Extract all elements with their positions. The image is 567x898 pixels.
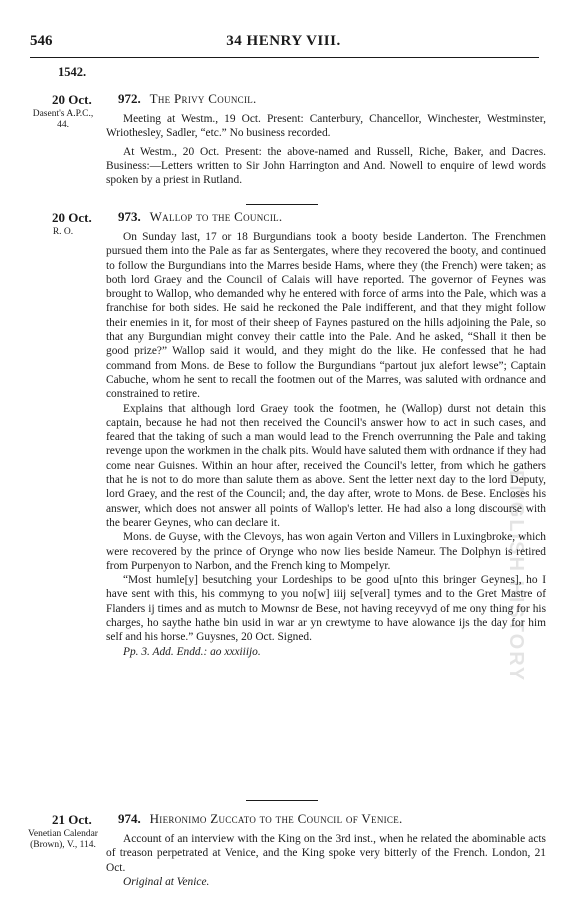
paragraph: “Most humle[y] besutching your Lordeships to be good u[nto this bringer Geynes], ho I have sent with this, his commyng to you no[w] iiij se[veral] tymes and to the Gret Mastre of Flanders ij times and as mutch to Mownsr de Bese, not having receyvyd of me ony thing for his charges, ho saythe hathe bin usid in war ar yn crewtyme to have alowance ijs the day for him self and his horse.” Guysnes, 20 Oct. Signed.	[106, 574, 546, 644]
entry-number: 972.	[118, 91, 141, 106]
paragraph: Original at Venice.	[123, 875, 210, 888]
running-title: 34 HENRY VIII.	[226, 33, 341, 49]
entry-body	[118, 92, 546, 107]
page-number: 546	[30, 33, 53, 49]
watermark: ENGLISH HISTORY	[505, 470, 527, 683]
entry-source: Venetian Calendar (Brown), V., 114.	[28, 829, 98, 850]
paragraph: Explains that although lord Graey took the footmen, he (Wallop) durst not detain this captain, because he had not then received the Council's answer how to act in such cases, and feared that the taking of such a man would lead to the French overrunning the Pale and taking revenge upon the workmen in the chalk pits. Would have saluted them with ordnance if they had come near Guisnes. Within an hour after, received the Council's letter, from which he gathers that he is not to do more than salute them as above. Sent the letter next day to the lord Deputy, lord Graey, and the rest of the Council; and, the day after, wrote to Mons. de Bese. Encloses his answer, which does not answer all points of Wallop's letter. He had also a long discourse with the bearer Geynes, who can declare it.	[106, 402, 546, 529]
year-label: 1542.	[58, 65, 87, 79]
entry-source: Dasent's A.P.C., 44.	[32, 109, 94, 130]
entry-body	[118, 210, 546, 225]
entry-date: 21 Oct.	[52, 812, 92, 827]
header-rule	[30, 57, 539, 58]
entry-divider	[246, 204, 318, 205]
entry-date: 20 Oct.	[52, 92, 92, 107]
entry-heading	[118, 812, 546, 827]
entry-date: 20 Oct.	[52, 210, 92, 225]
entry-source: R. O.	[52, 227, 74, 237]
paragraph: Account of an interview with the King on the 3rd inst., when he related the abominable acts of treason perpetrated at Venice, and the King spoke very bitterly of the French. London, 21 Oct.	[106, 833, 546, 874]
entry-number: 973.	[118, 209, 141, 224]
paragraph: Meeting at Westm., 19 Oct. Present: Canterbury, Chancellor, Winchester, Westminster, Wriothesley, Sadler, “etc.” No business recorded.	[106, 113, 546, 140]
entry-text	[106, 832, 546, 889]
paragraph: Mons. de Guyse, with the Clevoys, has won again Verton and Villers in Luxingbroke, which were recovered by the prince of Orynge who now lies beside Nameur. The Dolphyn is retired from Purpenyon to Narbon, and the French king to Mompelyr.	[106, 531, 546, 572]
entry-title: Hieronimo Zuccato to the Council of Venice.	[149, 811, 403, 826]
entry-divider	[246, 800, 318, 801]
entry-body	[118, 812, 546, 827]
entry-text	[106, 230, 546, 659]
paragraph: At Westm., 20 Oct. Present: the above-named and Russell, Riche, Baker, and Dacres. Business:—Letters written to Sir John Harrington and And. Nowell to enquire of lewd words spoken by a priest in Rutland.	[106, 145, 546, 187]
entry-text	[106, 112, 546, 187]
entry-title: Wallop to the Council.	[149, 209, 283, 224]
paragraph: On Sunday last, 17 or 18 Burgundians took a booty beside Landerton. The Frenchmen pursued them into the Pale as far as Sentergates, where they recovered the booty, and continued to follow the Burgundians into the Marres beside Hams, where they (the French) were taken; as both lord Graey and the Council of Calais will have reported. The governor of Feynes was brought to Wallop, who demanded why he entered with force of arms into the Pale, which was a franchise for both sides. He said he reckoned the Pale indifferent, and that they might follow their enemies in it, for most of their sheep of Faynes pastured on the hills adjoining the Pale, so that any Burgundian might convey their cattle into the Pale. And he asked, “Shall it then be good prize?” Wallop said it would, and they might do the like. He confessed that he had command from Mons. de Bese to follow the Burgundians “partout jux alefort lewse”; Captain Cabuche, whom he sent to recall the footmen out of the Marres, was saluted with ordnance and constrained to retire.	[106, 231, 546, 401]
entry-number: 974.	[118, 811, 141, 826]
entry-heading	[118, 92, 546, 107]
entry-heading	[118, 210, 546, 225]
paragraph: Pp. 3. Add. Endd.: ao xxxiiijo.	[123, 645, 261, 658]
entry-title: The Privy Council.	[149, 91, 257, 106]
